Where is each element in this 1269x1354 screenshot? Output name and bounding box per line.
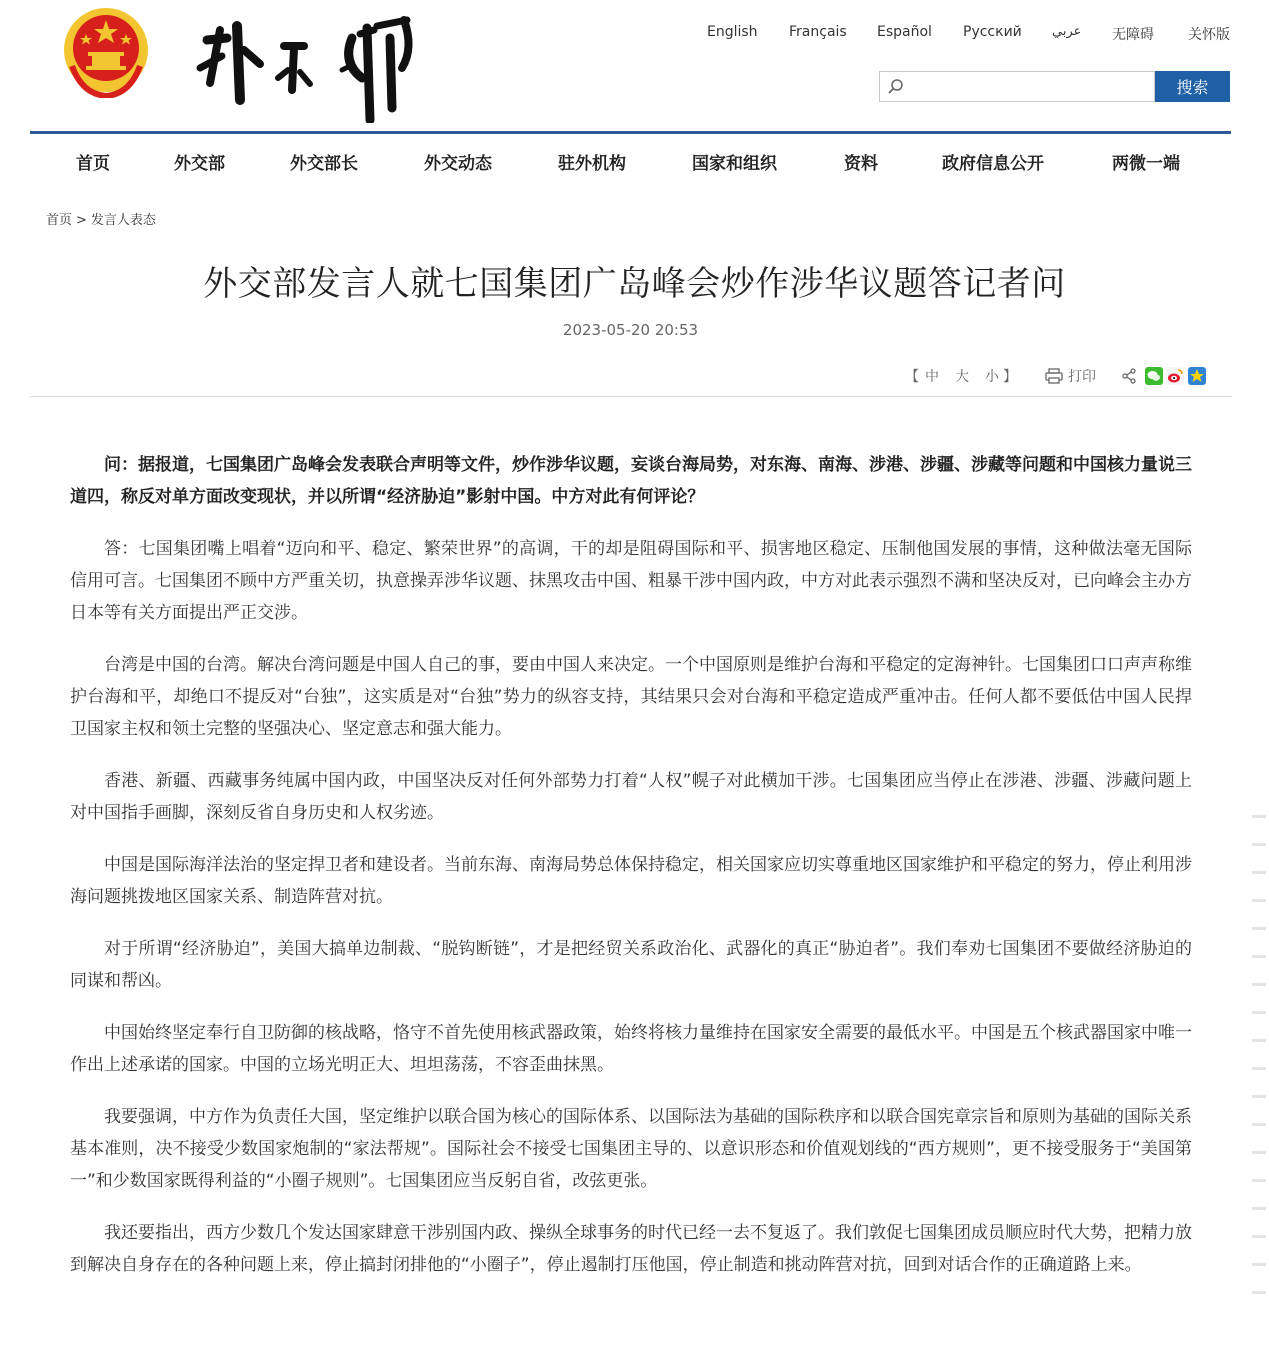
nav-item-social[interactable]: 两微一端	[1112, 154, 1180, 174]
body-paragraph: 中国始终坚定奉行自卫防御的核战略，恪守不首先使用核武器政策，始终将核力量维持在国家安全需要的最低水平。中国是五个核武器国家中唯一作出上述承诺的国家。中国的立场光明正大、坦坦荡荡，不容歪曲抹黑。	[70, 1023, 1192, 1075]
article-title: 外交部发言人就七国集团广岛峰会炒作涉华议题答记者问	[203, 264, 1066, 304]
search-icon	[887, 78, 905, 96]
side-decoration	[1252, 815, 1266, 1325]
side-mark	[1252, 843, 1266, 846]
lang-russian-link[interactable]: Русский	[963, 24, 1022, 40]
side-mark	[1252, 871, 1266, 874]
nav-item-missions[interactable]: 驻外机构	[558, 154, 626, 174]
side-mark	[1252, 1207, 1266, 1210]
printer-icon[interactable]	[1045, 368, 1063, 384]
national-emblem-icon[interactable]	[62, 6, 150, 98]
body-paragraph: 我要强调，中方作为负责任大国，坚定维护以联合国为核心的国际体系、以国际法为基础的国际秩序和以联合国宪章宗旨和原则为基础的国际关系基本准则，决不接受少数国家炮制的“家法帮规”。国际社会不接受七国集团主导的、以意识形态和价值观划线的“西方规则”，更不接受服务于“美国第一”和少数国家既得利益的“小圈子规则”。七国集团应当反躬自省，改弦更张。	[70, 1107, 1192, 1191]
language-bar	[0, 24, 1269, 46]
care-mode-link[interactable]: 关怀版	[1188, 27, 1230, 43]
accessibility-link[interactable]: 无障碍	[1112, 27, 1154, 43]
side-mark	[1252, 1095, 1266, 1098]
body-paragraph: 中国是国际海洋法治的坚定捍卫者和建设者。当前东海、南海局势总体保持稳定，相关国家应切实尊重地区国家维护和平稳定的努力，停止利用涉海问题挑拨地区国家关系、制造阵营对抗。	[70, 855, 1192, 907]
body-paragraph: 对于所谓“经济胁迫”，美国大搞单边制裁、“脱钩断链”，才是把经贸关系政治化、武器化的真正“胁迫者”。我们奉劝七国集团不要做经济胁迫的同谋和帮凶。	[70, 939, 1192, 991]
nav-item-gov-info[interactable]: 政府信息公开	[942, 154, 1044, 174]
font-size-bracket-close: 】	[1003, 369, 1017, 385]
search-box	[879, 71, 1155, 102]
side-mark	[1252, 899, 1266, 902]
article-body	[70, 449, 1192, 1301]
side-mark	[1252, 1235, 1266, 1238]
side-mark	[1252, 1151, 1266, 1154]
side-mark	[1252, 1039, 1266, 1042]
body-paragraph: 香港、新疆、西藏事务纯属中国内政，中国坚决反对任何外部势力打着“人权”幌子对此横加干涉。七国集团应当停止在涉港、涉疆、涉藏问题上对中国指手画脚，深刻反省自身历史和人权劣迹。	[70, 771, 1192, 823]
nav-item-resources[interactable]: 资料	[844, 154, 878, 174]
share-icon[interactable]	[1121, 368, 1137, 384]
body-paragraph: 台湾是中国的台湾。解决台湾问题是中国人自己的事，要由中国人来决定。一个中国原则是维护台海和平稳定的定海神针。七国集团口口声声称维护台海和平，却绝口不提反对“台独”，这实质是对“台独”势力的纵容支持，其结果只会对台海和平稳定造成严重冲击。任何人都不要低估中国人民捍卫国家主权和领土完整的坚强决心、坚定意志和强大能力。	[70, 655, 1192, 739]
font-size-small-button[interactable]: 小	[985, 369, 999, 385]
side-mark	[1252, 1291, 1266, 1294]
breadcrumb-separator: >	[76, 213, 87, 228]
title-divider	[30, 396, 1231, 397]
font-size-bracket-open: 【	[905, 369, 919, 385]
side-mark	[1252, 1067, 1266, 1070]
font-size-medium-button[interactable]: 中	[925, 369, 939, 385]
nav-item-home[interactable]: 首页	[76, 154, 110, 174]
side-mark	[1252, 1011, 1266, 1014]
side-mark	[1252, 927, 1266, 930]
breadcrumb	[46, 209, 156, 228]
wechat-icon[interactable]	[1145, 367, 1163, 385]
lang-french-link[interactable]: Français	[789, 24, 847, 40]
side-mark	[1252, 1179, 1266, 1182]
site-header	[0, 0, 1269, 135]
question-paragraph: 问：据报道，七国集团广岛峰会发表联合声明等文件，炒作涉华议题，妄谈台海局势，对东海、南海、涉港、涉疆、涉藏等问题和中国核力量说三道四，称反对单方面改变现状，并以所谓“经济胁迫”影射中国。中方对此有何评论？	[70, 455, 1192, 507]
lang-arabic-link[interactable]: عربي	[1052, 24, 1082, 39]
side-mark	[1252, 1123, 1266, 1126]
article-date: 2023-05-20 20:53	[562, 321, 699, 339]
side-mark	[1252, 815, 1266, 818]
search-button[interactable]: 搜索	[1155, 71, 1230, 102]
main-nav	[30, 134, 1231, 186]
breadcrumb-home-link[interactable]: 首页	[46, 213, 73, 228]
nav-item-activities[interactable]: 外交动态	[424, 154, 492, 174]
side-mark	[1252, 955, 1266, 958]
breadcrumb-current-link[interactable]: 发言人表态	[90, 213, 156, 228]
side-mark	[1252, 983, 1266, 986]
weibo-icon[interactable]	[1166, 367, 1184, 385]
side-mark	[1252, 1263, 1266, 1266]
qzone-icon[interactable]	[1188, 367, 1206, 385]
lang-spanish-link[interactable]: Español	[877, 24, 932, 40]
search-input[interactable]	[908, 74, 1148, 99]
nav-item-countries[interactable]: 国家和组织	[692, 154, 777, 174]
font-size-large-button[interactable]: 大	[955, 369, 969, 385]
nav-item-ministry[interactable]: 外交部	[174, 154, 225, 174]
body-paragraph: 我还要指出，西方少数几个发达国家肆意干涉别国内政、操纵全球事务的时代已经一去不复返了。我们敦促七国集团成员顺应时代大势，把精力放到解决自身存在的各种问题上来，停止搞封闭排他的“小圈子”，停止遏制打压他国，停止制造和挑动阵营对抗，回到对话合作的正确道路上来。	[70, 1223, 1192, 1275]
answer-paragraph: 答：七国集团嘴上唱着“迈向和平、稳定、繁荣世界”的高调，干的却是阻碍国际和平、损害地区稳定、压制他国发展的事情，这种做法毫无国际信用可言。七国集团不顾中方严重关切，执意操弄涉华议题、抹黑攻击中国、粗暴干涉中国内政，中方对此表示强烈不满和坚决反对，已向峰会主办方日本等有关方面提出严正交涉。	[70, 539, 1192, 623]
nav-item-minister[interactable]: 外交部长	[290, 154, 358, 174]
article-tools	[0, 366, 1269, 388]
print-button[interactable]: 打印	[1068, 369, 1096, 385]
lang-english-link[interactable]: English	[707, 24, 758, 40]
